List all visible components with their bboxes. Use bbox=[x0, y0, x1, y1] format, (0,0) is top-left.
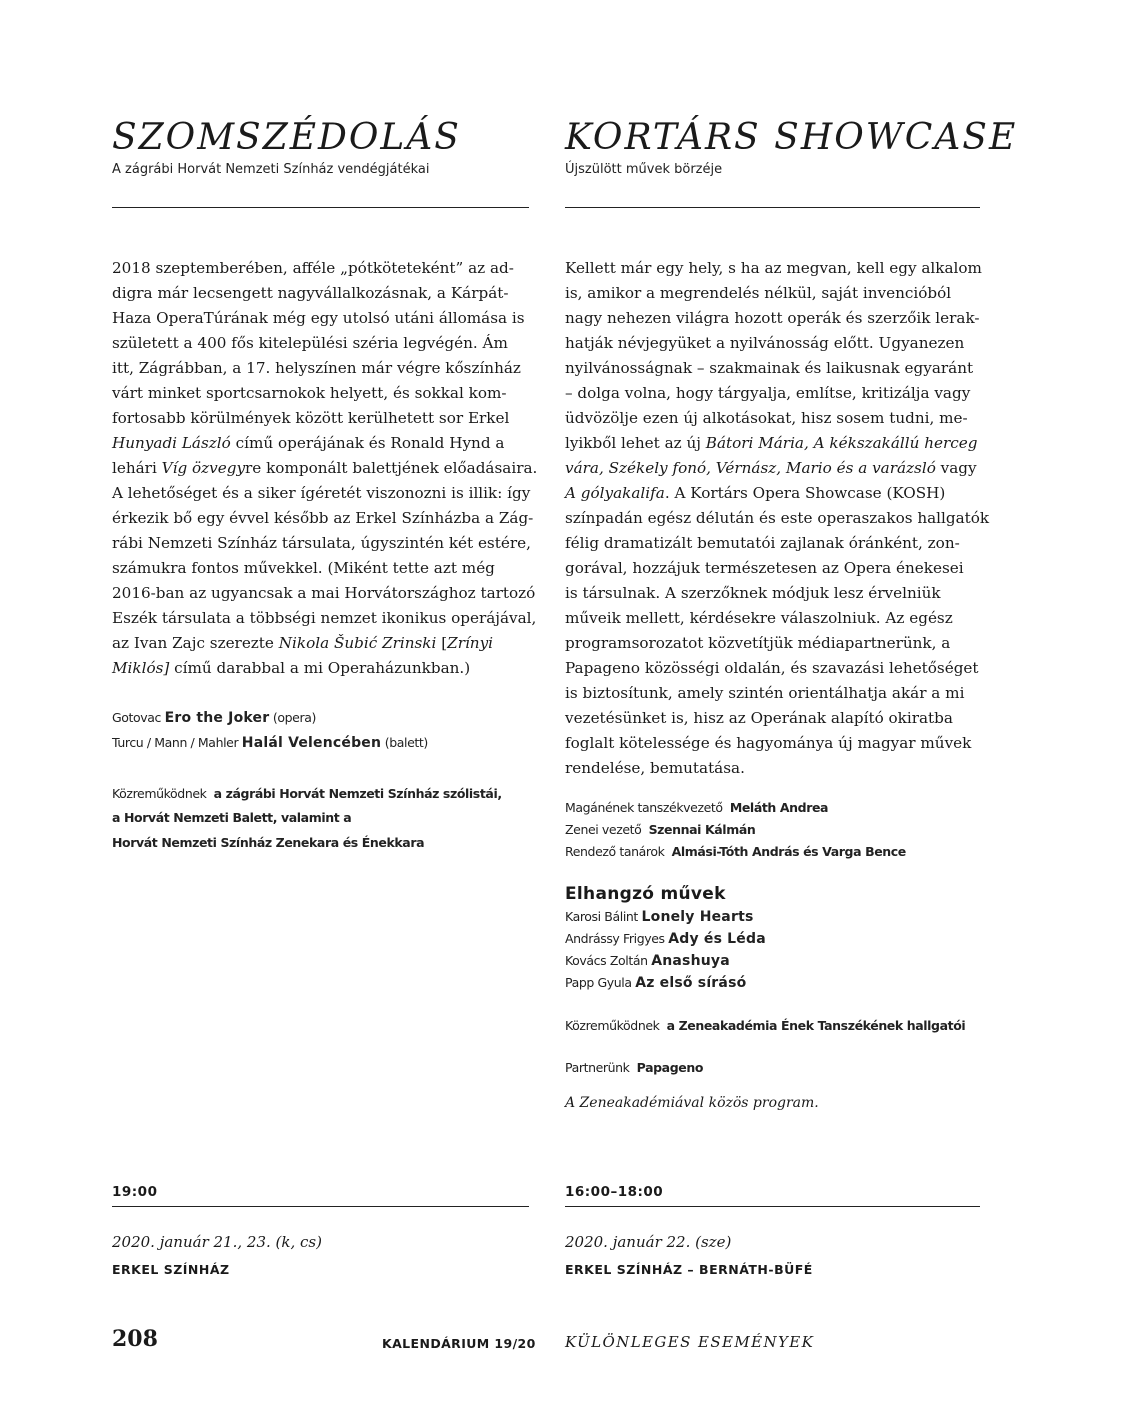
right-partner bbox=[565, 1060, 703, 1075]
publication-name: KALENDÁRIUM 19/20 bbox=[382, 1336, 536, 1351]
right-bottom-rule bbox=[565, 1206, 980, 1207]
right-staff-3: Rendező tanárok Almási-Tóth András és Varga Bence bbox=[565, 844, 906, 859]
works-heading: Elhangzó művek bbox=[565, 884, 726, 904]
left-credits-line-1: Közreműködnek a zágrábi Horvát Nemzeti Színház szólistái, bbox=[112, 786, 502, 801]
right-work-3: Kovács Zoltán Anashuya bbox=[565, 953, 730, 969]
right-work-2: Andrássy Frigyes Ady és Léda bbox=[565, 931, 766, 947]
left-top-rule bbox=[112, 207, 529, 208]
left-date: 2020. január 21., 23. (k, cs) bbox=[112, 1233, 322, 1251]
right-venue: ERKEL SZÍNHÁZ – BERNÁTH-BÜFÉ bbox=[565, 1262, 813, 1277]
right-work-4: Papp Gyula Az első sírásó bbox=[565, 975, 747, 991]
left-work-2: Turcu / Mann / Mahler Halál Velencében (balett) bbox=[112, 735, 428, 751]
right-credits-label: Közreműködnek bbox=[565, 1018, 660, 1033]
left-credits-line-2: a Horvát Nemzeti Balett, valamint a bbox=[112, 810, 352, 825]
right-work-1: Karosi Bálint Lonely Hearts bbox=[565, 909, 754, 925]
left-credits-label: Közreműködnek bbox=[112, 786, 207, 801]
partner-name: Papageno bbox=[636, 1060, 704, 1075]
left-work-1: Gotovac Ero the Joker (opera) bbox=[112, 710, 316, 726]
right-body-text: Kellett már egy hely, s ha az megvan, kell egy alkalom is, amikor a megrendelés nélkül, saját invencióból nagy nehezen világra hozott operák és szerzőik lerak- hatják névjegyüket a nyilvánosság előtt. Ugyanezen nyilvánosságnak – szakmainak és laikusnak egyaránt – dolga volna, hogy tárgyalja, említse, kritizálja vagy üdvözölje ezen új alkotásokat, hisz sosem tudni, me- lyikből lehet az új Bátori Mária, A kékszakállú herceg vára, Székely fonó, Vérnász, Mario és a varázsló vagy A gólyakalifa. A Kortárs Opera Showcase (KOSH) színpadán egész délután és este operaszakos hallgatók félig dramatizált bemutatói zajlanak óránként, zon- gorával, hozzájuk természetesen az Opera énekesei is társulnak. A szerzőknek módjuk lesz érvelniük műveik mellett, kérdésekre válaszolniuk. Az egész programsorozatot közvetítjük médiapartnerünk, a Papageno közösségi oldalán, és szavazási lehetőséget is biztosítunk, amely szintén orientálhatja akár a mi vezetésünket is, hisz az Operának alapító okiratba foglalt kötelessége és hagyománya új magyar művek rendelése, bemutatása. bbox=[565, 259, 990, 777]
right-credits: Közreműködnek a Zeneakadémia Ének Tanszékének hallgatói bbox=[565, 1018, 966, 1033]
right-staff-2: Zenei vezető Szennai Kálmán bbox=[565, 822, 756, 837]
right-time: 16:00–18:00 bbox=[565, 1184, 664, 1200]
left-subtitle: A zágrábi Horvát Nemzeti Színház vendégjátékai bbox=[112, 162, 430, 177]
program-note: A Zeneakadémiával közös program. bbox=[565, 1095, 819, 1111]
left-credits-line-3: Horvát Nemzeti Színház Zenekara és Énekkara bbox=[112, 835, 425, 850]
left-venue: ERKEL SZÍNHÁZ bbox=[112, 1262, 230, 1277]
right-title: KORTÁRS SHOWCASE bbox=[565, 117, 1018, 158]
right-date: 2020. január 22. (sze) bbox=[565, 1233, 732, 1251]
page-number: 208 bbox=[112, 1326, 158, 1352]
left-body-text: 2018 szeptemberében, afféle „pótköteteként” az ad- digra már lecsengett nagyvállalkozásnak, a Kárpát- Haza OperaTúrának még egy utolsó utáni állomása is született a 400 fős kitelepülési széria legvégén. Ám itt, Zágrábban, a 17. helyszínen már végre kőszínház várt minket sportcsarnokok helyett, és sokkal kom- fortosabb körülmények között kerülhetett sor Erkel Hunyadi László című operájának és Ronald Hynd a lehári Víg özvegyre komponált balettjének előadásaira. A lehetőséget és a siker ígéretét viszonozni is illik: így érkezik bő egy évvel később az Erkel Színházba a Zág- rábi Nemzeti Színház társulata, úgyszintén két estére, számukra fontos művekkel. (Miként tette azt még 2016-ban az ugyancsak a mai Horvátországhoz tartozó Eszék társulata a többségi nemzet ikonikus operájával, az Ivan Zajc szerezte Nikola Šubić Zrinski [Zrínyi Miklós] című darabbal a mi Operaházunkban.) bbox=[112, 259, 538, 677]
right-subtitle: Újszülött művek börzéje bbox=[565, 162, 723, 177]
partner-label: Partnerünk bbox=[565, 1060, 630, 1075]
left-time: 19:00 bbox=[112, 1184, 158, 1200]
left-bottom-rule bbox=[112, 1206, 529, 1207]
left-title: SZOMSZÉDOLÁS bbox=[112, 117, 461, 158]
section-name: KÜLÖNLEGES ESEMÉNYEK bbox=[565, 1333, 815, 1351]
right-staff-1: Magánének tanszékvezető Meláth Andrea bbox=[565, 800, 829, 815]
right-top-rule bbox=[565, 207, 980, 208]
